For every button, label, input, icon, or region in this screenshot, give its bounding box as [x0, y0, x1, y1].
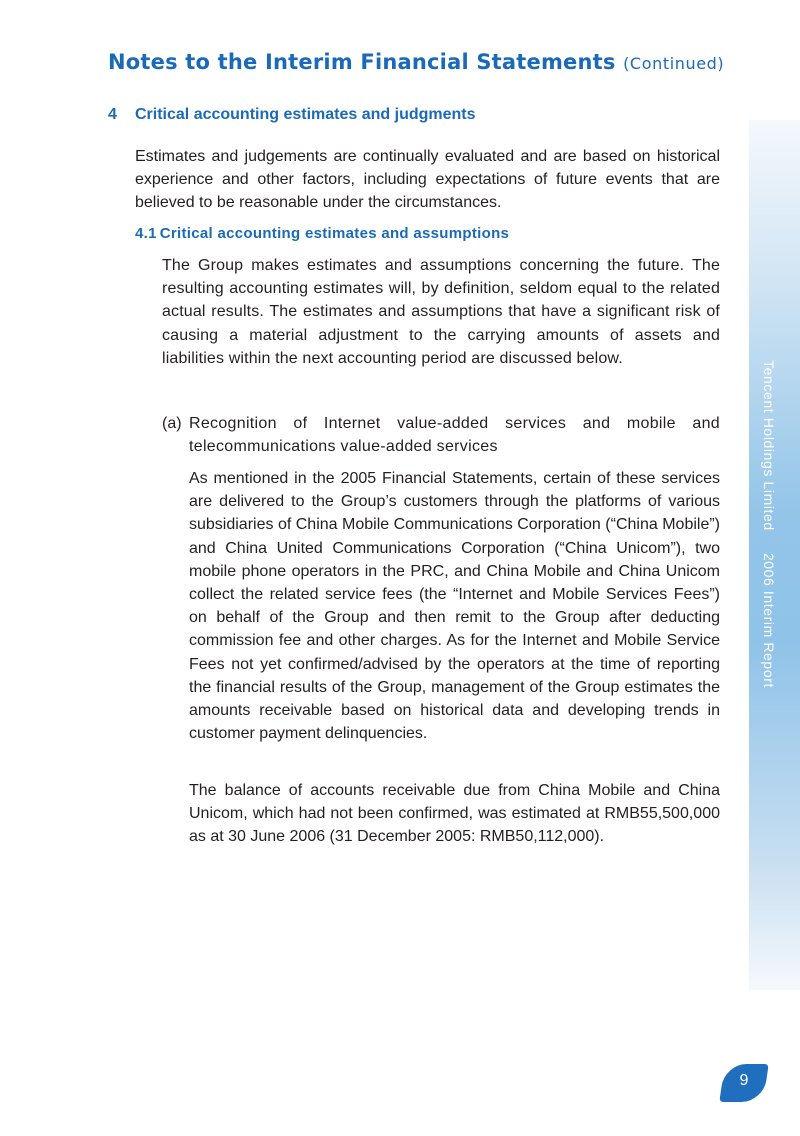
item-a-title: Recognition of Internet value-added services and mobile and telecommunications value-added services: [189, 415, 720, 456]
page-title-text: Notes to the Interim Financial Statements: [108, 50, 616, 74]
sidebar-report: 2006 Interim Report: [761, 552, 777, 688]
page-number: 9: [739, 1072, 749, 1089]
section-title: Critical accounting estimates and judgments: [135, 106, 476, 123]
section-number: 4: [108, 106, 117, 123]
section-heading: [108, 106, 476, 124]
continued-label: (Continued): [623, 54, 725, 73]
subsection-title: Critical accounting estimates and assumptions: [159, 225, 510, 242]
item-a-label: (a): [162, 415, 182, 432]
subsection-body-paragraph: The Group makes estimates and assumptions concerning the future. The resulting accounting estimates will, by definition, seldom equal to the related actual results. The estimates and assumptions that have a significant risk of causing a material adjustment to the carrying amounts of assets and liabilities within the next accounting period are discussed below.: [162, 257, 720, 367]
subsection-number: 4.1: [135, 225, 157, 242]
page-title: [108, 50, 724, 74]
item-a-paragraph-2: The balance of accounts receivable due from China Mobile and China Unicom, which had not been confirmed, was estimated at RMB55,500,000 as at 30 June 2006 (31 December 2005: RMB50,112,000).: [189, 782, 720, 846]
section-intro-paragraph: Estimates and judgements are continually evaluated and are based on historical experience and other factors, including expectations of future events that are believed to be reasonable under the circumstances.: [135, 148, 720, 212]
item-a-heading: [162, 412, 720, 458]
subsection-heading: [135, 225, 509, 242]
sidebar-company: Tencent Holdings Limited: [761, 360, 777, 531]
item-a-paragraph-1: As mentioned in the 2005 Financial Statements, certain of these services are delivered to the Group’s customers through the platforms of various subsidiaries of China Mobile Communications Corporation (“China Mobile”) and China United Communications Corporation (“China Unicom”), two mobile phone operators in the PRC, and China Mobile and China Unicom collect the related service fees (the “Internet and Mobile Services Fees”) on behalf of the Group and then remit to the Group after deducting commission fee and other charges. As for the Internet and Mobile Service Fees not yet confirmed/advised by the operators at the time of reporting the financial results of the Group, management of the Group estimates the amounts receivable based on historical data and developing trends in customer payment delinquencies.: [189, 470, 720, 743]
sidebar-caption: [761, 360, 777, 688]
